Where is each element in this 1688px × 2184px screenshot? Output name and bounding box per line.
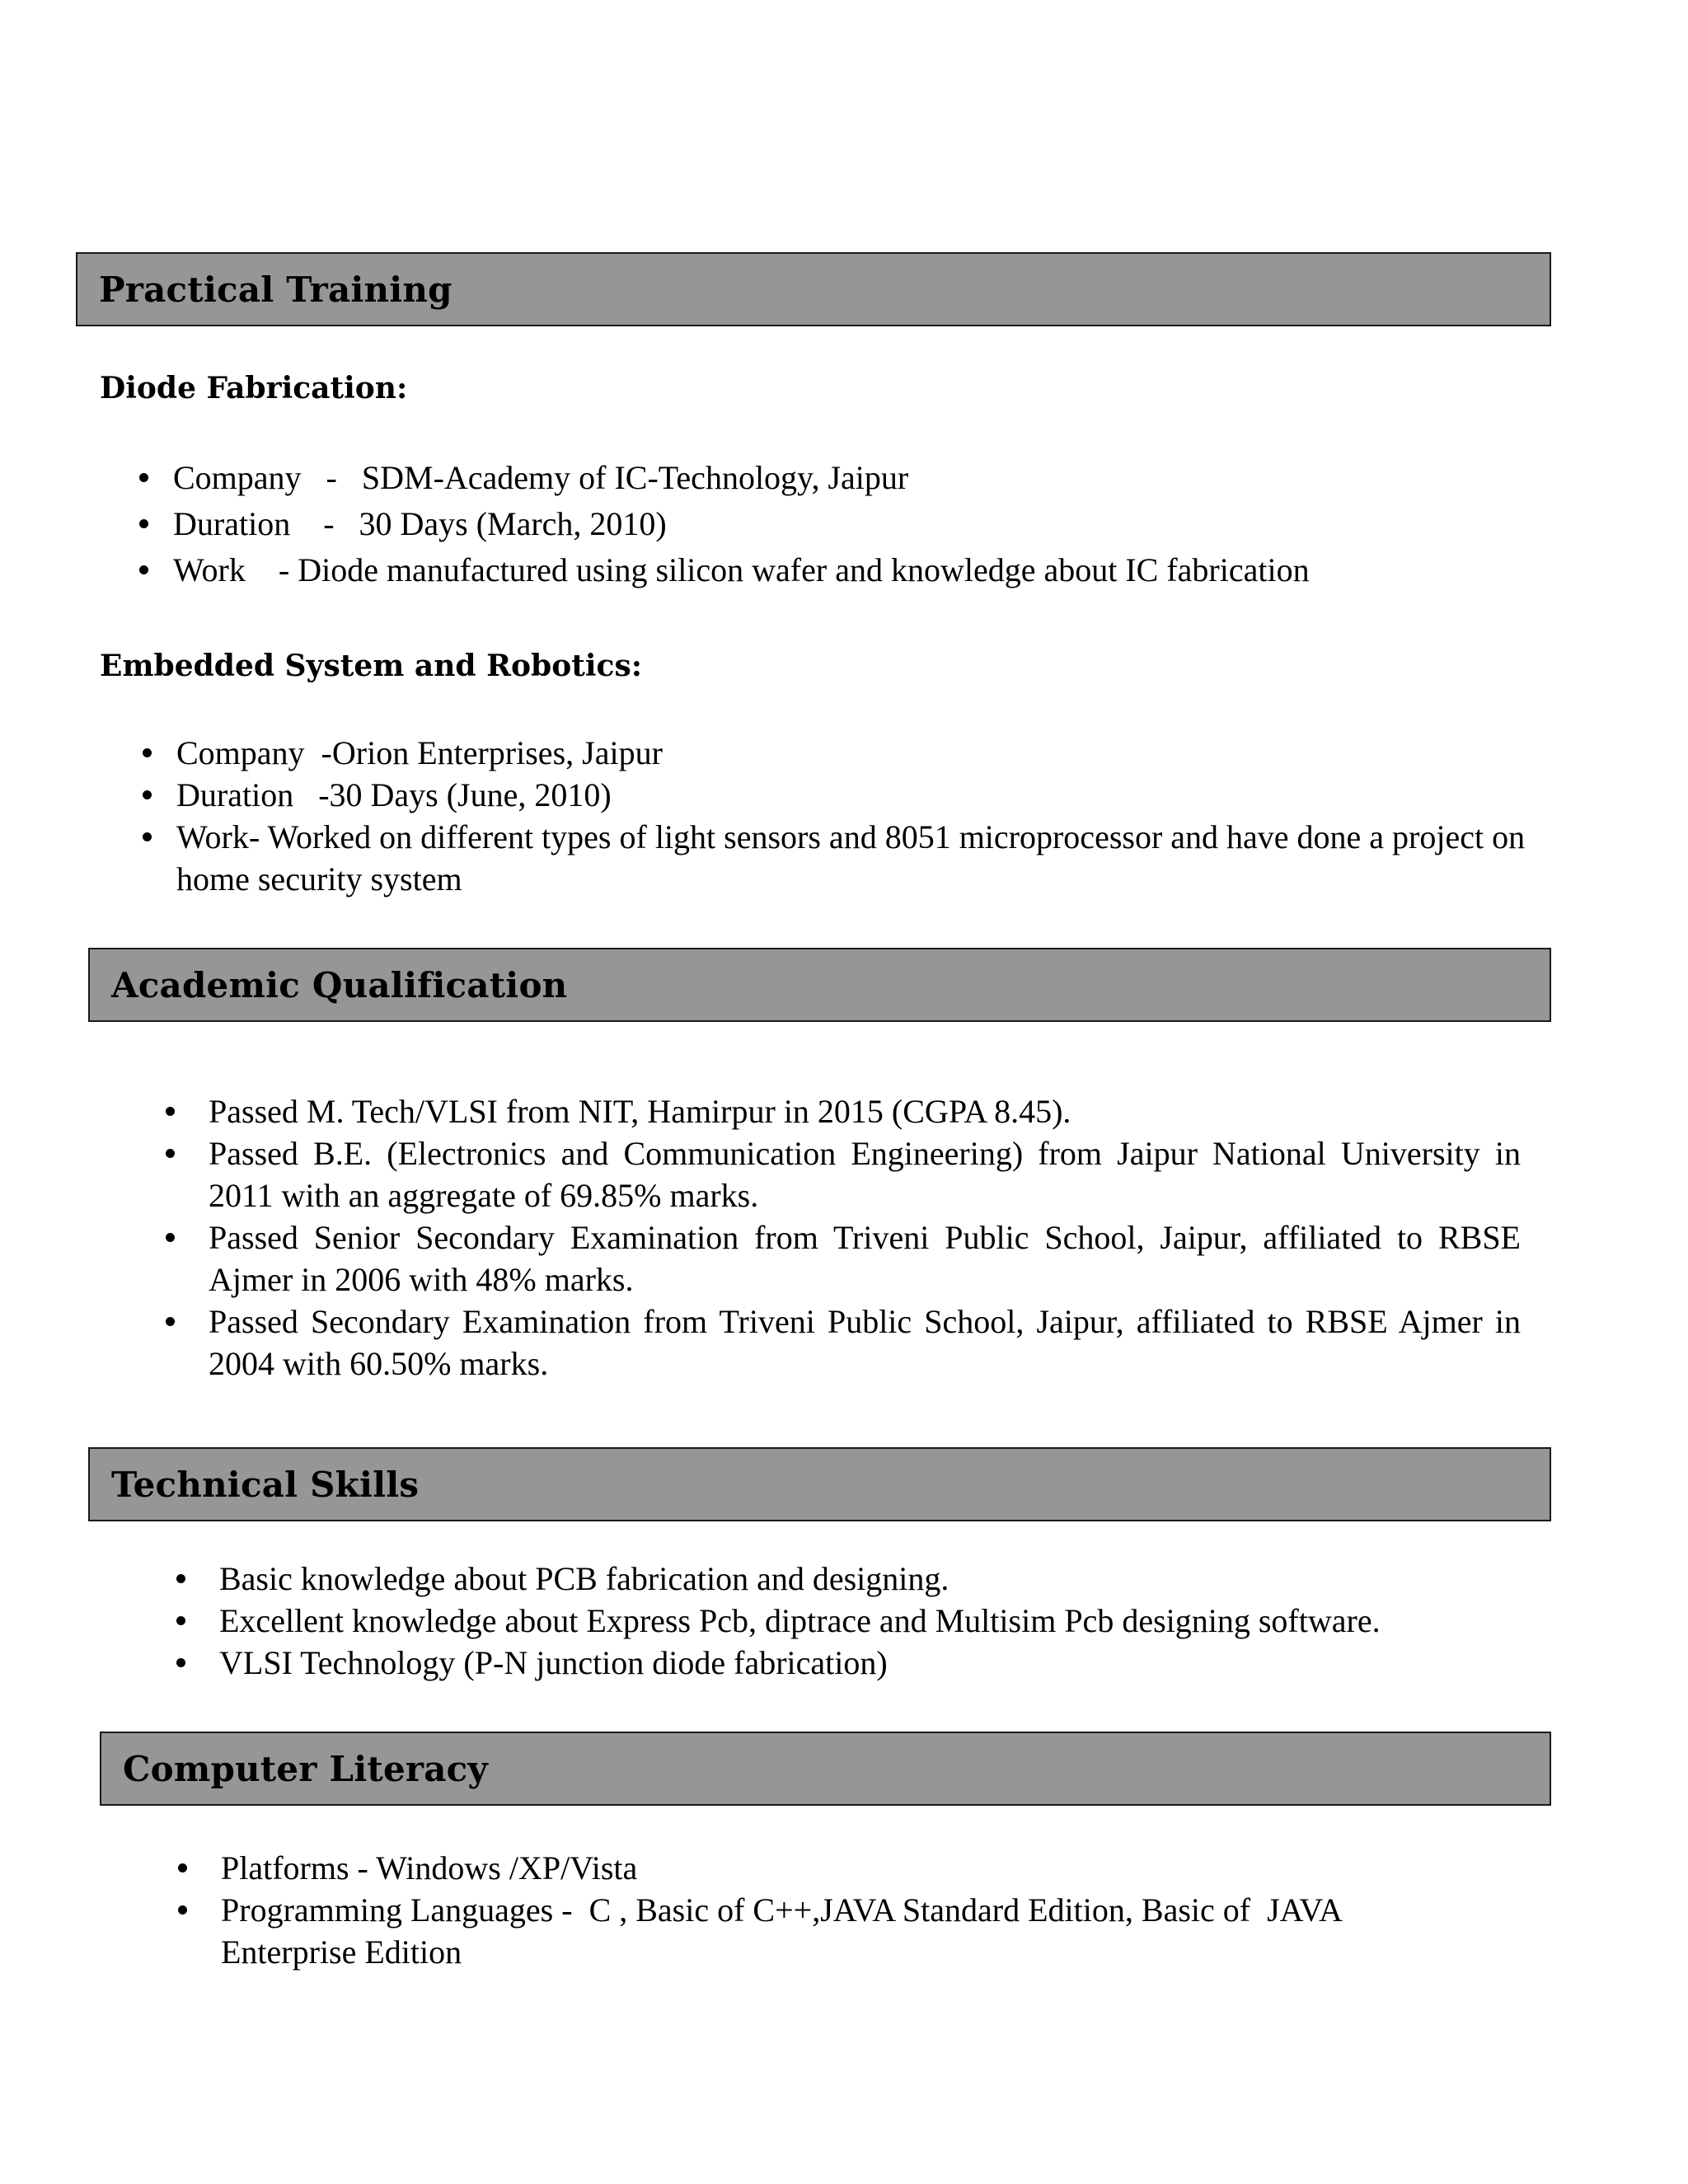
diode-fabrication-list <box>173 457 1533 591</box>
subsection-title-embedded-system: Embedded System and Robotics: <box>100 649 643 683</box>
list-item: Work- Worked on different types of light sensors and 8051 microprocessor and have done a project on home security system <box>176 816 1528 900</box>
list-item: Duration - 30 Days (March, 2010) <box>173 503 1533 545</box>
academic-qualification-list <box>209 1090 1521 1385</box>
embedded-system-list <box>176 732 1528 900</box>
list-item: Excellent knowledge about Express Pcb, diptrace and Multisim Pcb designing software. <box>219 1600 1538 1642</box>
section-header-academic-qualification <box>88 948 1551 1022</box>
section-title: Practical Training <box>99 269 452 310</box>
computer-literacy-list <box>221 1847 1474 1973</box>
section-title: Technical Skills <box>111 1464 420 1505</box>
section-title: Academic Qualification <box>111 964 568 1005</box>
list-item: Passed M. Tech/VLSI from NIT, Hamirpur in 2015 (CGPA 8.45). <box>209 1090 1521 1132</box>
list-item: Programming Languages - C , Basic of C++,JAVA Standard Edition, Basic of JAVA Enterprise Edition <box>221 1889 1474 1973</box>
list-item: Company - SDM-Academy of IC-Technology, Jaipur <box>173 457 1533 499</box>
section-title: Computer Literacy <box>123 1748 488 1789</box>
list-item: Company -Orion Enterprises, Jaipur <box>176 732 1528 774</box>
subsection-title-diode-fabrication: Diode Fabrication: <box>100 371 408 405</box>
list-item: VLSI Technology (P-N junction diode fabrication) <box>219 1642 1538 1684</box>
list-item: Passed Senior Secondary Examination from Triveni Public School, Jaipur, affiliated to RBSE Ajmer in 2006 with 48% marks. <box>209 1216 1521 1301</box>
section-header-computer-literacy <box>100 1732 1551 1806</box>
list-item: Work - Diode manufactured using silicon wafer and knowledge about IC fabrication <box>173 549 1533 591</box>
list-item: Basic knowledge about PCB fabrication and designing. <box>219 1558 1538 1600</box>
list-item: Passed B.E. (Electronics and Communication Engineering) from Jaipur National University in 2011 with an aggregate of 69.85% marks. <box>209 1132 1521 1216</box>
section-header-technical-skills <box>88 1447 1551 1521</box>
list-item: Platforms - Windows /XP/Vista <box>221 1847 1474 1889</box>
technical-skills-list <box>219 1558 1538 1684</box>
section-header-practical-training <box>76 252 1551 326</box>
list-item: Duration -30 Days (June, 2010) <box>176 774 1528 816</box>
list-item: Passed Secondary Examination from Triveni Public School, Jaipur, affiliated to RBSE Ajmer in 2004 with 60.50% marks. <box>209 1301 1521 1385</box>
